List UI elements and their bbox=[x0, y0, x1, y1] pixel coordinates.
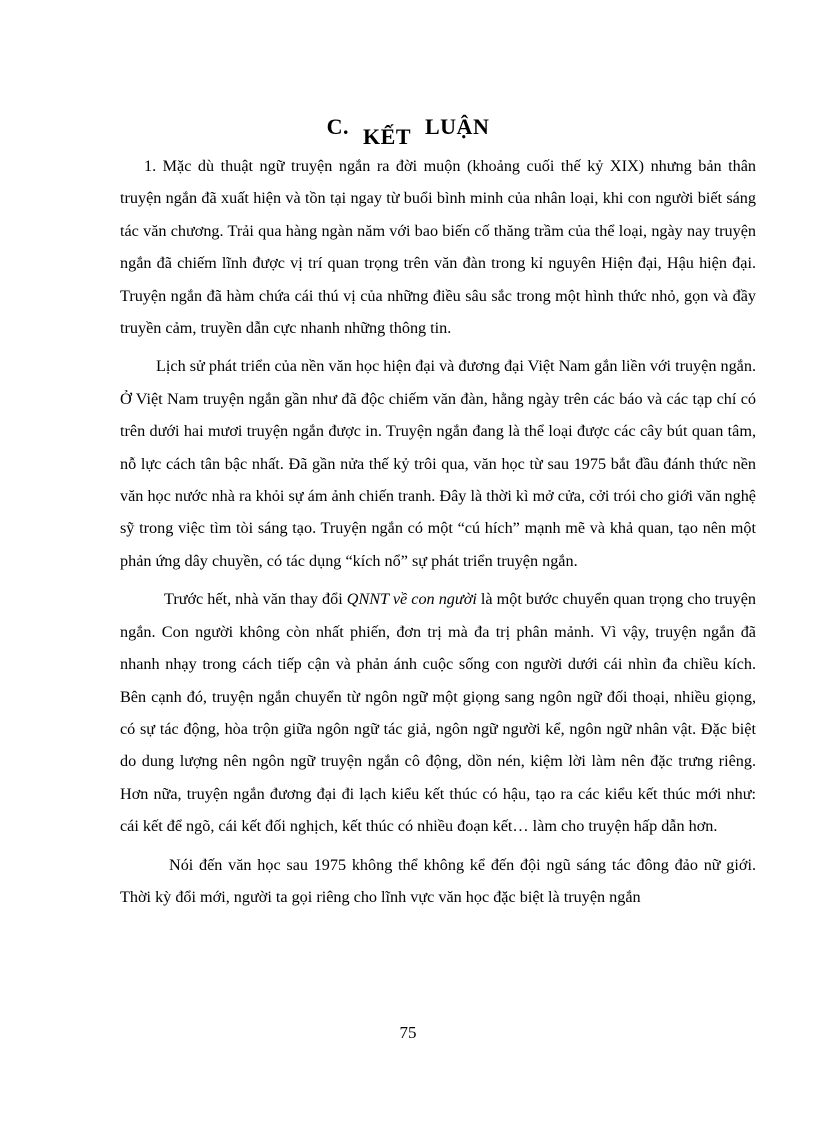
body-text bbox=[120, 150, 756, 913]
paragraph-3 bbox=[120, 583, 756, 842]
section-heading bbox=[0, 114, 816, 149]
paragraph-3-rest: là một bước chuyển quan trọng cho truyện ngắn. Con người không còn nhất phiến, đơn trị mà đa trị phân mảnh. Vì vậy, truyện ngắn đã nhanh nhạy trong cách tiếp cận và phản ánh cuộc sống con người dưới cái nhìn đa chiều kích. Bên cạnh đó, truyện ngắn chuyển từ ngôn ngữ một giọng sang ngôn ngữ đối thoại, nhiều giọng, có sự tác động, hòa trộn giữa ngôn ngữ tác giả, ngôn ngữ người kể, ngôn ngữ nhân vật. Đặc biệt do dung lượng nên ngôn ngữ truyện ngắn cô động, dồn nén, kiệm lời làm nên đặc trưng riêng. Hơn nữa, truyện ngắn đương đại đi lạch kiểu kết thúc có hậu, tạo ra các kiểu kết thúc mới như: cái kết để ngõ, cái kết đối nghịch, kết thúc có nhiều đoạn kết… làm cho truyện hấp dẫn hơn. bbox=[120, 590, 756, 836]
paragraph-1: 1. Mặc dù thuật ngữ truyện ngắn ra đời muộn (khoảng cuối thế kỷ XIX) nhưng bản thân truyện ngắn đã xuất hiện và tồn tại ngay từ buổi bình minh của nhân loại, khi con người biết sáng tác văn chương. Trải qua hàng ngàn năm với bao biến cố thăng trầm của thể loại, ngày nay truyện ngắn đã chiếm lĩnh được vị trí quan trọng trên văn đàn trong kỉ nguyên Hiện đại, Hậu hiện đại. Truyện ngắn đã hàm chứa cái thú vị của những điều sâu sắc trong một hình thức nhỏ, gọn và đầy truyền cảm, truyền dẫn cực nhanh những thông tin. bbox=[120, 157, 756, 338]
paragraph-3-italic-term: QNNT về con người bbox=[346, 590, 477, 609]
paragraph-2: Lịch sử phát triển của nền văn học hiện đại và đương đại Việt Nam gắn liền với truyện ngắn. Ở Việt Nam truyện ngắn gần như đã độc chiếm văn đàn, hằng ngày trên các báo và các tạp chí có trên dưới hai mươi truyện ngắn được in. Truyện ngắn đang là thể loại được các cây bút quan tâm, nỗ lực cách tân bậc nhất. Đã gần nửa thế kỷ trôi qua, văn học từ sau 1975 bắt đầu đánh thức nền văn học nước nhà ra khỏi sự ám ảnh chiến tranh. Đây là thời kì mở cửa, cởi trói cho giới văn nghệ sỹ trong việc tìm tòi sáng tạo. Truyện ngắn có một “cú hích” mạnh mẽ và khả quan, tạo nên một phản ứng dây chuyền, có tác dụng “kích nổ” sự phát triển truyện ngắn. bbox=[120, 357, 756, 570]
section-heading-letter: C. bbox=[326, 114, 350, 139]
section-heading-word-1: KẾT bbox=[363, 124, 411, 149]
paragraph-3-lead: Trước hết, nhà văn thay đổi bbox=[164, 590, 347, 609]
paragraph-4: Nói đến văn học sau 1975 không thể không kể đến đội ngũ sáng tác đông đảo nữ giới. Thời kỳ đổi mới, người ta gọi riêng cho lĩnh vực văn học đặc biệt là truyện ngắn bbox=[120, 855, 756, 906]
section-heading-word-2: LUẬN bbox=[425, 114, 490, 139]
page-number: 75 bbox=[399, 1023, 417, 1042]
